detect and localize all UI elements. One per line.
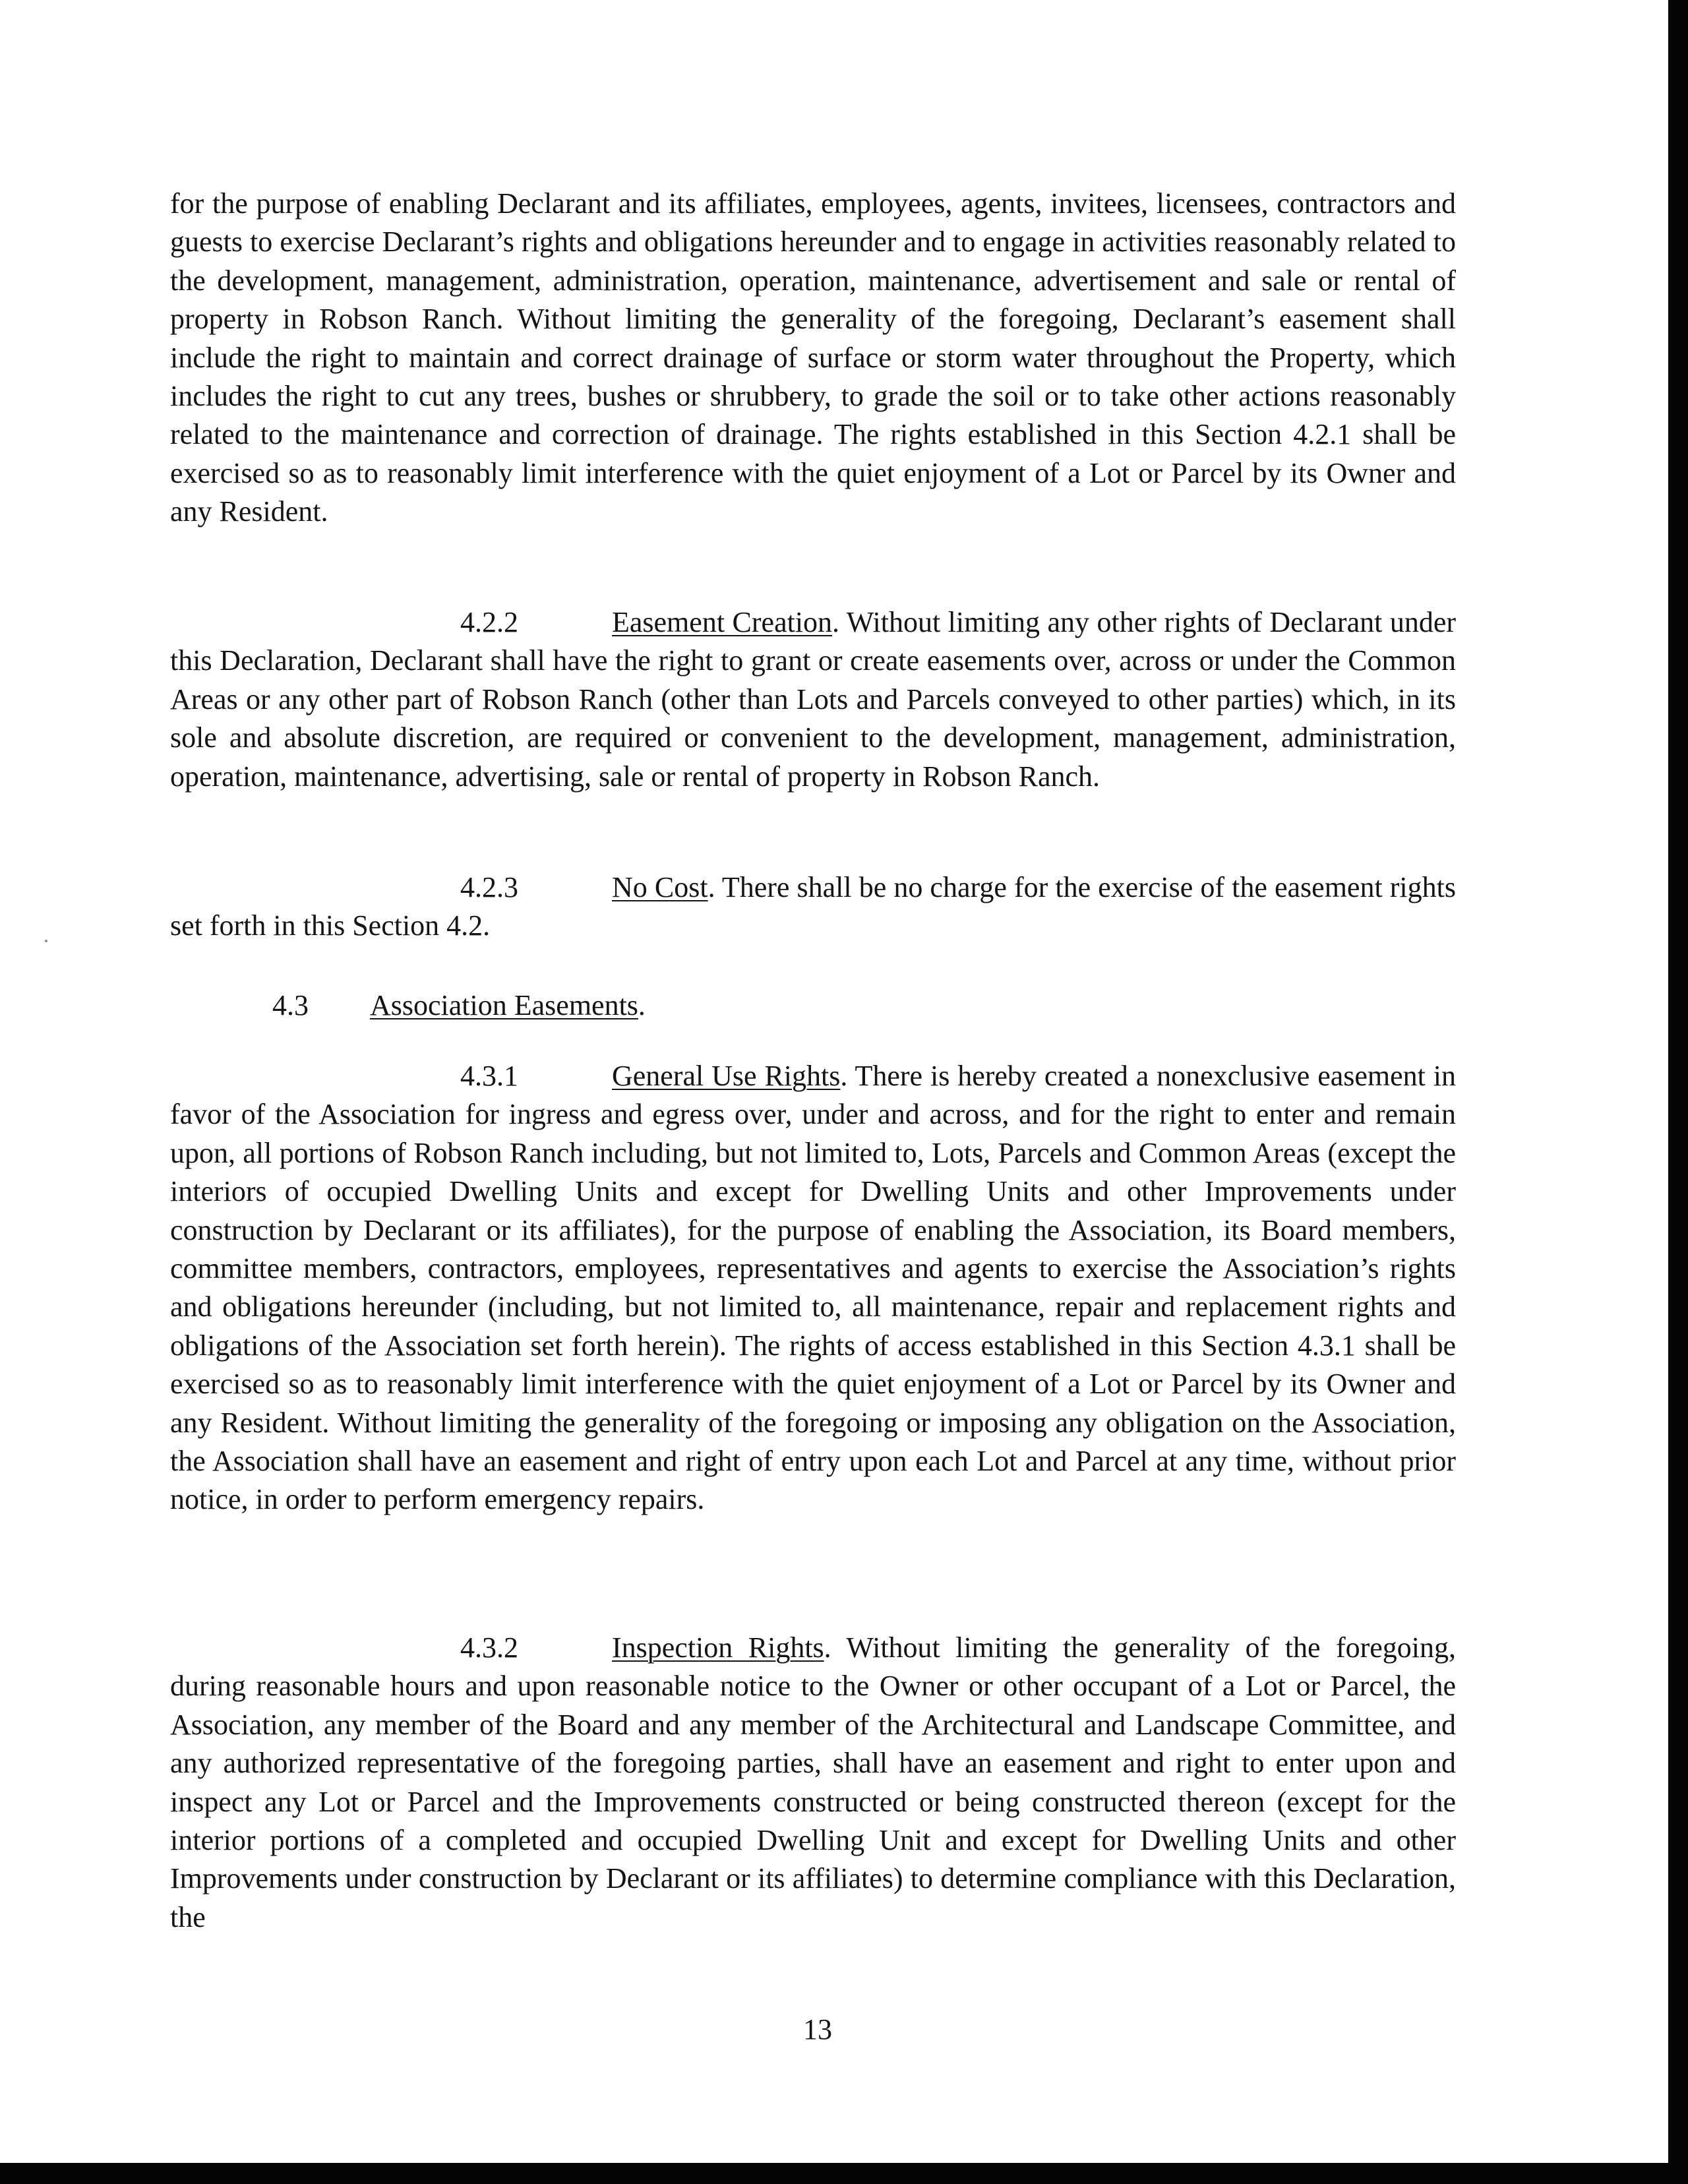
section-body: . There shall be no charge for the exercise of the easement rights set forth in this Section 4.2.: [170, 871, 1456, 942]
section-4-2-3: [170, 868, 1456, 946]
section-4-3-heading: [170, 986, 1456, 1025]
section-title: Easement Creation: [612, 606, 833, 638]
section-body: . There is hereby created a nonexclusive easement in favor of the Association for ingress and egress over, under and across, and for the right to enter and remain upon, all portions of Robson Ranch including, but not limited to, Lots, Parcels and Common Areas (except the interiors of occupied Dwelling Units and except for Dwelling Units and other Improvements under construction by Declarant or its affiliates), for the purpose of enabling the Association, its Board members, committee members, contractors, employees, representatives and agents to exercise the Association’s rights and obligations hereunder (including, but not limited to, all maintenance, repair and replacement rights and obligations of the Association set forth herein). The rights of access established in this Section 4.3.1 shall be exercised so as to reasonably limit interference with the quiet enjoyment of a Lot or Parcel by its Owner and any Resident. Without limiting the generality of the foregoing or imposing any obligation on the Association, the Association shall have an easement and right of entry upon each Lot and Parcel at any time, without prior notice, in order to perform emergency repairs.: [170, 1060, 1457, 1516]
section-4-3-1: [170, 1057, 1456, 1519]
section-title: Inspection Rights: [612, 1631, 824, 1664]
section-4-3-2: [170, 1629, 1456, 1937]
scan-speck: [45, 940, 47, 942]
paragraph-text: for the purpose of enabling Declarant and its affiliates, employees, agents, invitees, licensees, contractors and guests to exercise Declarant’s rights and obligations hereunder and to engage in activities reasonably related to the development, management, administration, operation, maintenance, advertisement and sale or rental of property in Robson Ranch. Without limiting the generality of the foregoing, Declarant’s easement shall include the right to maintain and correct drainage of surface or storm water throughout the Property, which includes the right to cut any trees, bushes or shrubbery, to grade the soil or to take other actions reasonably related to the maintenance and correction of drainage. The rights established in this Section 4.2.1 shall be exercised so as to reasonably limit interference with the quiet enjoyment of a Lot or Parcel by its Owner and any Resident.: [170, 187, 1456, 528]
section-number: 4.2.2: [460, 606, 518, 638]
section-title: No Cost: [612, 871, 708, 903]
section-title: Association Easements: [370, 989, 638, 1021]
scan-border-right: [1668, 0, 1688, 2184]
section-body: . Without limiting any other rights of Declarant under this Declaration, Declarant shall have the right to grant or create easements over, across or under the Common Areas or any other part of Robson Ranch (other than Lots and Parcels conveyed to other parties) which, in its sole and absolute discretion, are required or convenient to the development, management, administration, operation, maintenance, advertising, sale or rental of property in Robson Ranch.: [170, 606, 1457, 793]
paragraph-4-2-1-continued: [170, 185, 1456, 531]
section-title-suffix: .: [638, 989, 646, 1021]
scan-border-bottom: [0, 2163, 1688, 2184]
section-body: . Without limiting the generality of the foregoing, during reasonable hours and upon reasonable notice to the Owner or other occupant of a Lot or Parcel, the Association, any member of the Board and any member of the Architectural and Landscape Committee, and any authorized representative of the foregoing parties, shall have an easement and right to enter upon and inspect any Lot or Parcel and the Improvements constructed or being constructed thereon (except for the interior portions of a completed and occupied Dwelling Unit and except for Dwelling Units and other Improvements under construction by Declarant or its affiliates) to determine compliance with this Declaration, the: [170, 1631, 1456, 1933]
page-number: 13: [803, 2013, 832, 2046]
section-number: 4.2.3: [460, 871, 518, 903]
section-title: General Use Rights: [612, 1060, 841, 1092]
section-number: 4.3: [272, 989, 309, 1021]
section-number: 4.3.1: [460, 1060, 518, 1092]
section-4-2-2: [170, 603, 1456, 796]
section-number: 4.3.2: [460, 1631, 518, 1664]
